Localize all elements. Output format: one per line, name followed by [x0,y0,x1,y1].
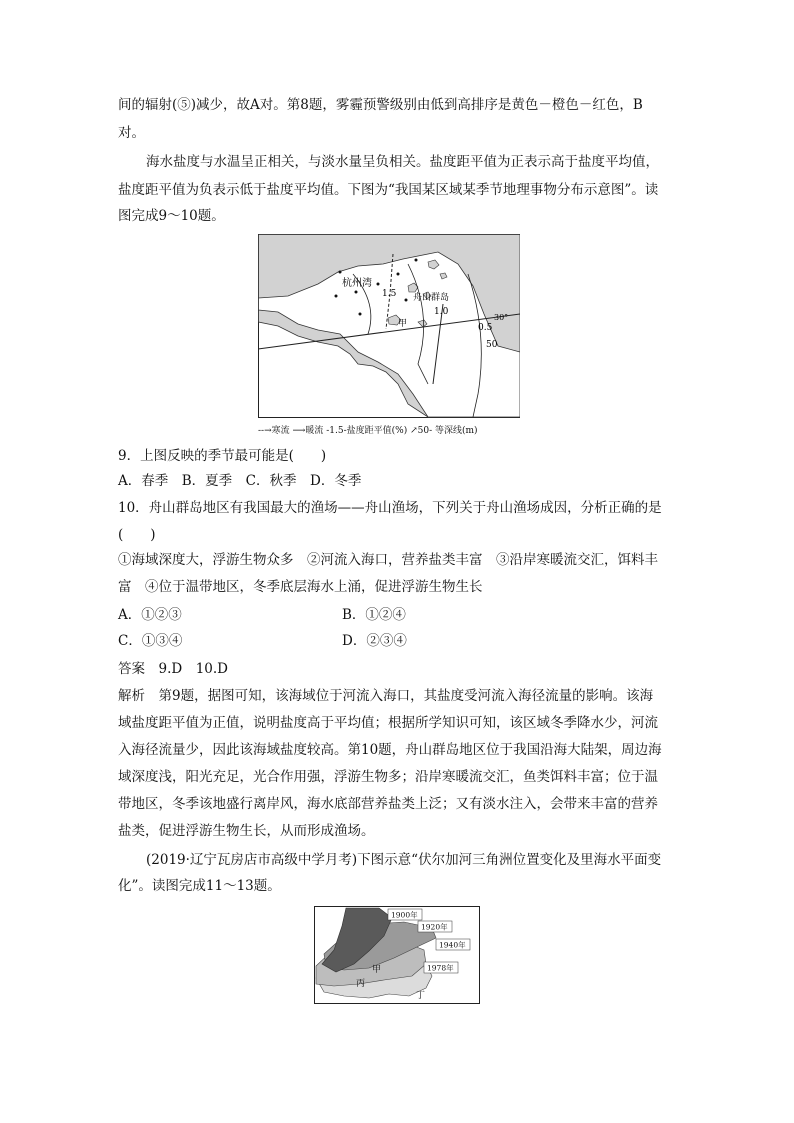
salinity-map [258,234,520,418]
year-label-1900: 1900年 [391,910,418,920]
map2-label-bing: 丙 [356,979,366,989]
question-10-statement: ①海域深度大，浮游生物众多 ②河流入海口，营养盐类丰富 ③沿岸寒暖流交汇，饵料丰 [118,552,658,568]
analysis-line: 入海径流量少，因此该海域盐度较高。第10题，舟山群岛地区位于我国沿海大陆架，周边海 [118,742,662,758]
question-10-statement: 富 ④位于温带地区，冬季底层海水上涌，促进浮游生物生长 [118,579,483,595]
map-label-hangzhou-bay: 杭州湾 [342,278,372,289]
map-label-value: 1.5 [382,289,397,299]
text-line: 图完成9～10题。 [118,208,225,224]
question-10-stem: 10．舟山群岛地区有我国最大的渔场——舟山渔场，下列关于舟山渔场成因，分析正确的是 [118,500,662,516]
text-line: 盐度距平值为负表示低于盐度平均值。下图为“我国某区域某季节地理事物分布示意图”。读 [118,182,659,198]
text-line: 对。 [118,125,145,141]
question-9-options: A．春季 B．夏季 C．秋季 D．冬季 [118,473,362,489]
analysis-line: 解析 第9题，据图可知，该海域位于河流入海口，其盐度受河流入海径流量的影响。该海 [118,688,654,704]
map-label-zhoushan: 舟山群岛 [413,293,450,303]
year-label-1978: 1978年 [427,963,454,973]
map2-label-ding: 丁 [416,991,426,1001]
text-line: (2019·辽宁瓦房店市高级中学月考)下图示意“伏尔加河三角洲位置变化及里海水平面变 [146,852,662,868]
map-label-latitude: 30° [494,313,509,322]
map-label-value: 0.5 [478,323,493,333]
map-label-jia: 甲 [398,319,408,329]
analysis-line: 域盐度距平值为正值，说明盐度高于平均值；根据所学知识可知，该区域冬季降水少，河流 [118,715,658,731]
map2-label-jia: 甲 [372,965,382,975]
year-label-1940: 1940年 [439,940,466,950]
answer-line: 答案 9.D 10.D [118,661,228,677]
question-9-stem: 9．上图反映的季节最可能是( ) [118,448,327,464]
map-legend: --→寒流 ⟶暖流 -1.5-盐度距平值(%) ↗50- 等深线(m) [258,426,478,436]
question-10-stem: ( ) [118,527,156,543]
text-line: 海水盐度与水温呈正相关，与淡水量呈负相关。盐度距平值为正表示高于盐度平均值， [146,154,659,170]
text-line: 间的辐射(⑤)减少，故A对。第8题，雾霾预警级别由低到高排序是黄色－橙色－红色，B [118,97,643,113]
analysis-line: 域深度浅，阳光充足，光合作用强，浮游生物多；沿岸寒暖流交汇，鱼类饵料丰富；位于温 [118,769,658,785]
year-label-1920: 1920年 [421,922,448,932]
option-d: D．②③④ [342,633,407,649]
text-line: 化”。读图完成11～13题。 [118,878,281,894]
analysis-line: 盐类，促进浮游生物生长，从而形成渔场。 [118,823,375,839]
option-c: C．①③④ [118,633,183,649]
option-b: B．①②④ [342,607,406,623]
analysis-line: 带地区，冬季该地盛行离岸风，海水底部营养盐类上泛；又有淡水注入，会带来丰富的营养 [118,796,658,812]
map-label-value: 50 [486,340,498,350]
map-label-value: 1.0 [434,307,449,317]
option-a: A．①②③ [118,607,182,623]
volga-delta-map [314,906,480,1004]
